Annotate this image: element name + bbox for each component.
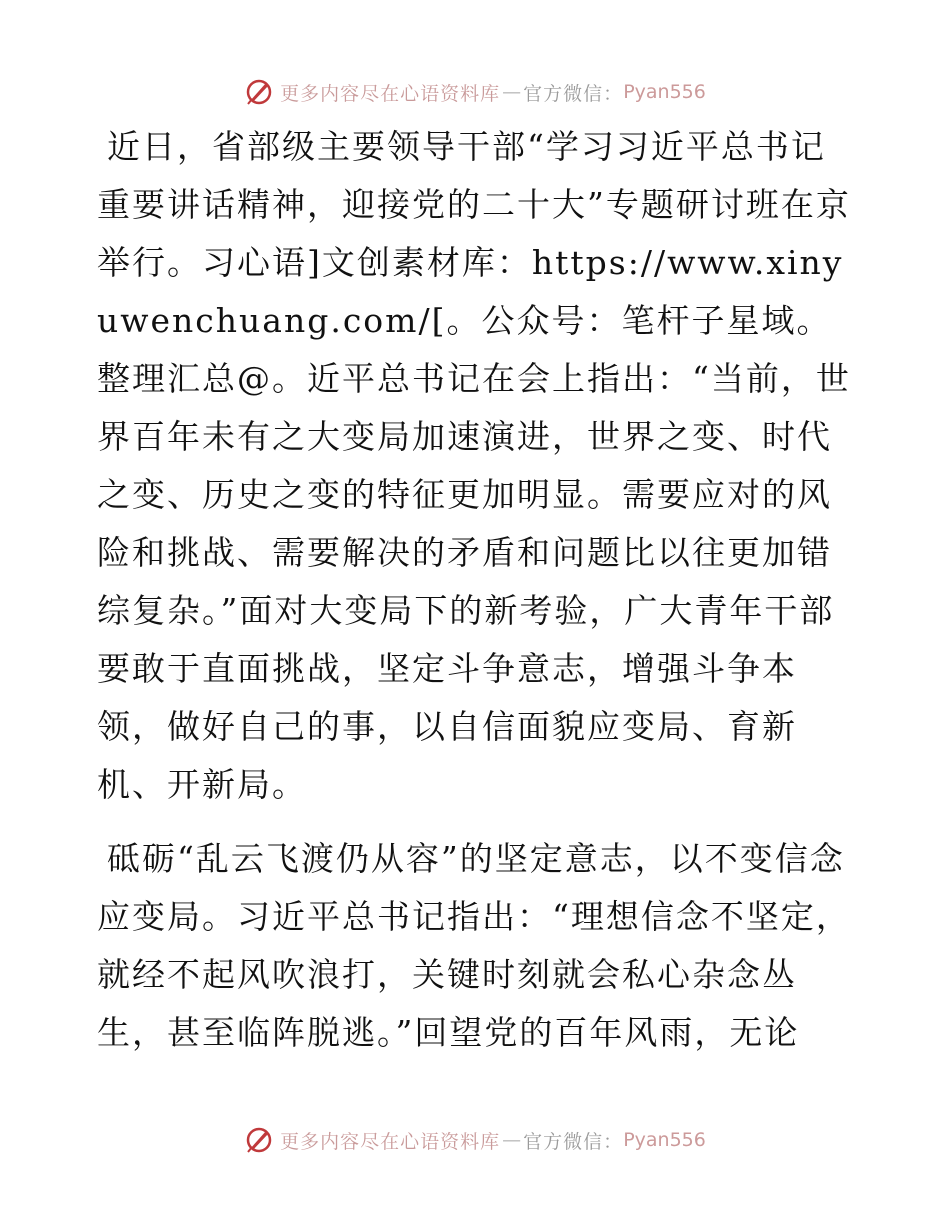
quill-logo-icon (244, 77, 274, 107)
watermark-dash: — (502, 81, 522, 103)
paragraph-2: 砥砺“乱云飞渡仍从容”的坚定意志，以不变信念应变局。习近平总书记指出：“理想信念不坚定，就经不起风吹浪打，关键时刻就会私心杂念丛生，甚至临阵脱逃。”回望党的百年风雨，无论 (97, 839, 851, 1052)
watermark-wechat-label: 官方微信： (523, 1130, 624, 1153)
watermark-dash: — (502, 1129, 522, 1151)
paragraph-1: 近日，省部级主要领导干部“学习习近平总书记重要讲话精神，迎接党的二十大”专题研讨班在京举行。习心语]文创素材库：https://www.xinyuwenchuang.com/[。公众号：笔杆子星域。整理汇总@。近平总书记在会上指出：“当前，世界百年未有之大变局加速演进，世界之变、时代之变、历史之变的特征更加明显。需要应对的风险和挑战、需要解决的矛盾和问题比以往更加错综复杂。”面对大变局下的新考验，广大青年干部要敢于直面挑战，坚定斗争意志，增强斗争本领，做好自己的事，以自信面貌应变局、育新机、开新局。 (97, 127, 851, 804)
watermark-wechat-id: Pyan556 (623, 81, 706, 103)
document-body (97, 118, 857, 1062)
watermark-wechat-id: Pyan556 (623, 1129, 706, 1151)
watermark-wechat-label: 官方微信： (523, 82, 624, 105)
header-watermark (0, 72, 950, 112)
watermark-main-text: 更多内容尽在心语资料库 (280, 1130, 501, 1153)
footer-watermark (0, 1120, 950, 1160)
quill-logo-icon (244, 1125, 274, 1155)
watermark-main-text: 更多内容尽在心语资料库 (280, 82, 501, 105)
